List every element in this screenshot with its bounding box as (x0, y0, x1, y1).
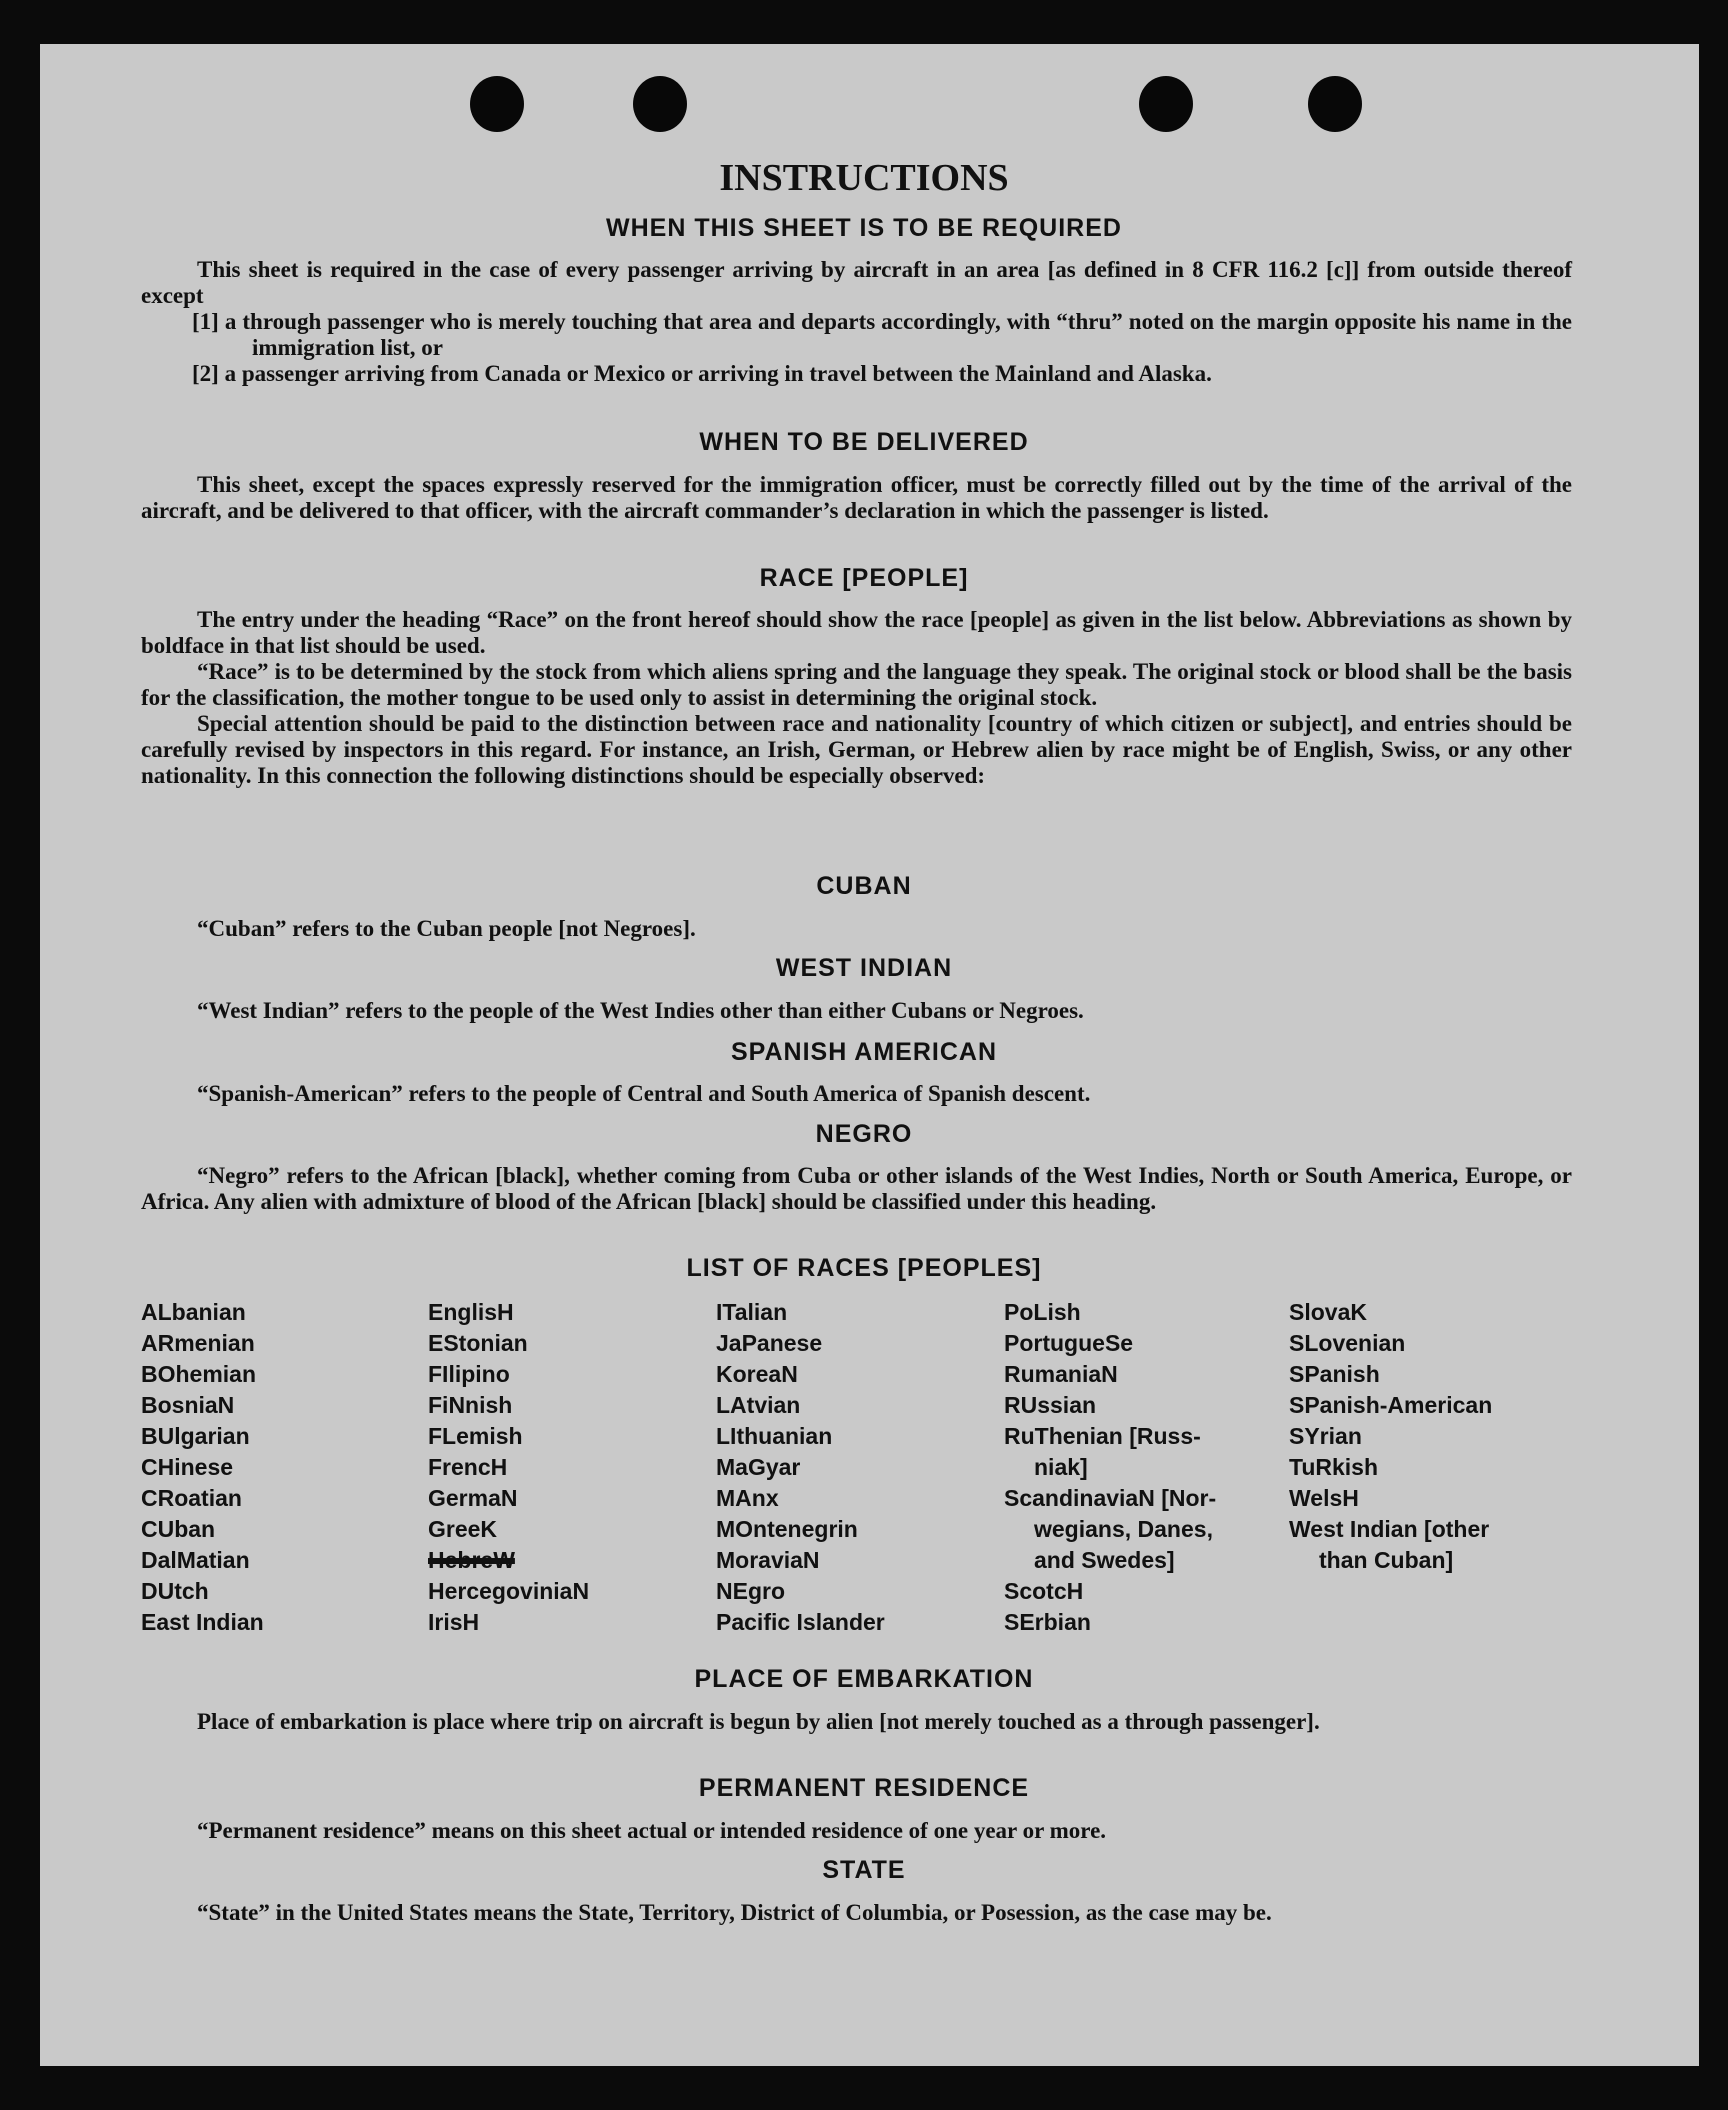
punch-hole (1139, 76, 1193, 132)
paragraph: “State” in the United States means the State, Territory, District of Columbia, or Posession, as the case may be. (197, 1900, 1272, 1925)
race-item: EnglisH (428, 1299, 514, 1325)
paragraph: “Negro” refers to the African [black], whether coming from Cuba or other islands of the West Indies, North or South America, Europe, or Africa. Any alien with admixture of blood of the African [black] should be classified under this heading. (141, 1163, 1572, 1214)
race-item: FiNnish (428, 1392, 513, 1418)
race-item: RUssian (1004, 1392, 1097, 1418)
punch-hole (470, 76, 524, 132)
race-item: FrencH (428, 1454, 508, 1480)
section-heading: PLACE OF EMBARKATION (694, 1665, 1034, 1693)
race-item: MaGyar (716, 1454, 801, 1480)
paragraph: “Race” is to be determined by the stock from which aliens spring and the language they speak. The original stock or blood shall be the basis for the classification, the mother tongue to be used only to assist in determining the original stock. (141, 659, 1572, 710)
race-list-column (716, 1297, 885, 1638)
paragraph: “Cuban” refers to the Cuban people [not Negroes]. (197, 916, 696, 941)
race-item-struck-out: HebreW (428, 1547, 515, 1573)
race-list-column (141, 1297, 264, 1638)
race-item: BUlgarian (141, 1423, 250, 1449)
race-item: BosniaN (141, 1392, 235, 1418)
race-item: GreeK (428, 1516, 498, 1542)
race-item: SPanish (1289, 1361, 1380, 1387)
race-item: LAtvian (716, 1392, 801, 1418)
race-item: PortugueSe (1004, 1330, 1134, 1356)
punch-hole (1308, 76, 1362, 132)
section-heading: WEST INDIAN (775, 954, 953, 982)
race-item: SPanish-American (1289, 1392, 1493, 1418)
race-item: PoLish (1004, 1299, 1081, 1325)
race-item: DalMatian (141, 1547, 250, 1573)
paragraph: Place of embarkation is place where trip on aircraft is begun by alien [not merely touched as a through passenger]. (197, 1709, 1320, 1734)
race-item: RumaniaN (1004, 1361, 1118, 1387)
race-item: than Cuban] (1319, 1547, 1454, 1573)
race-item: MoraviaN (716, 1547, 820, 1573)
section-heading: WHEN TO BE DELIVERED (699, 428, 1029, 456)
section-heading: RACE [PEOPLE] (759, 564, 969, 592)
race-item: niak] (1034, 1454, 1088, 1480)
race-item: and Swedes] (1034, 1547, 1175, 1573)
race-item: Pacific Islander (716, 1609, 885, 1635)
section-heading: WHEN THIS SHEET IS TO BE REQUIRED (606, 214, 1122, 242)
race-item: FIlipino (428, 1361, 510, 1387)
race-item: ARmenian (141, 1330, 255, 1356)
race-item: RuThenian [Russ- (1004, 1423, 1201, 1449)
paragraph: This sheet, except the spaces expressly reserved for the immigration officer, must be correctly filled out by the time of the arrival of the aircraft, and be delivered to that officer, with the aircraft commander’s declaration in which the passenger is listed. (141, 472, 1572, 523)
race-item: KoreaN (716, 1361, 798, 1387)
punch-hole (633, 76, 687, 132)
race-item: NEgro (716, 1578, 785, 1604)
section-heading: CUBAN (816, 872, 912, 900)
race-item: CHinese (141, 1454, 234, 1480)
race-item: wegians, Danes, (1034, 1516, 1213, 1542)
race-item: LIthuanian (716, 1423, 833, 1449)
page-title: INSTRUCTIONS (719, 157, 1009, 199)
race-item: FLemish (428, 1423, 523, 1449)
race-item: East Indian (141, 1609, 264, 1635)
race-item: IrisH (428, 1609, 480, 1635)
race-item: ScandinaviaN [Nor- (1004, 1485, 1217, 1511)
section-heading: STATE (822, 1856, 906, 1884)
race-list-column (1004, 1297, 1216, 1638)
race-item: MOntenegrin (716, 1516, 858, 1542)
race-list-column (428, 1297, 589, 1638)
race-item: DUtch (141, 1578, 209, 1604)
race-item: JaPanese (716, 1330, 823, 1356)
race-item: SYrian (1289, 1423, 1362, 1449)
race-item: ITalian (716, 1299, 788, 1325)
race-item: TuRkish (1289, 1454, 1379, 1480)
section-heading: LIST OF RACES [PEOPLES] (686, 1254, 1042, 1282)
race-item: CRoatian (141, 1485, 242, 1511)
race-item: EStonian (428, 1330, 528, 1356)
race-item: ScotcH (1004, 1578, 1084, 1604)
race-item: West Indian [other (1289, 1516, 1490, 1542)
race-item: BOhemian (141, 1361, 257, 1387)
section-heading: SPANISH AMERICAN (730, 1038, 997, 1066)
paragraph: “West Indian” refers to the people of the West Indies other than either Cubans or Negroes. (197, 998, 1084, 1023)
race-item: SLovenian (1289, 1330, 1406, 1356)
race-list-column (1289, 1297, 1492, 1576)
exception-item: [1] a through passenger who is merely touching that area and departs accordingly, with “thru” noted on the margin opposite his name in the immigration list, or (192, 309, 1572, 360)
paragraph: The entry under the heading “Race” on the front hereof should show the race [people] as given in the list below. Abbreviations as shown by boldface in that list should be used. (141, 607, 1572, 658)
race-item: MAnx (716, 1485, 779, 1511)
section-race (141, 607, 1572, 789)
race-item: ALbanian (141, 1299, 246, 1325)
exception-item: [2] a passenger arriving from Canada or Mexico or arriving in travel between the Mainland and Alaska. (192, 361, 1212, 386)
race-item: WelsH (1289, 1485, 1359, 1511)
section-heading: PERMANENT RESIDENCE (698, 1774, 1030, 1802)
paragraph: “Permanent residence” means on this sheet actual or intended residence of one year or more. (197, 1818, 1107, 1843)
section-heading: NEGRO (815, 1120, 913, 1148)
section-required (141, 257, 1572, 387)
paragraph: Special attention should be paid to the distinction between race and nationality [country of which citizen or subject], and entries should be carefully revised by inspectors in this regard. For instance, an Irish, German, or Hebrew alien by race might be of English, Swiss, or any other nationality. In this connection the following distinctions should be especially observed: (141, 711, 1572, 788)
paragraph: This sheet is required in the case of every passenger arriving by aircraft in an area [as defined in 8 CFR 116.2 [c]] from outside thereof except (141, 257, 1572, 308)
race-item: SlovaK (1289, 1299, 1367, 1325)
race-item: CUban (141, 1516, 216, 1542)
race-item: SErbian (1004, 1609, 1091, 1635)
race-item: GermaN (428, 1485, 518, 1511)
paragraph: “Spanish-American” refers to the people of Central and South America of Spanish descent. (197, 1081, 1091, 1106)
race-item: HercegoviniaN (428, 1578, 590, 1604)
